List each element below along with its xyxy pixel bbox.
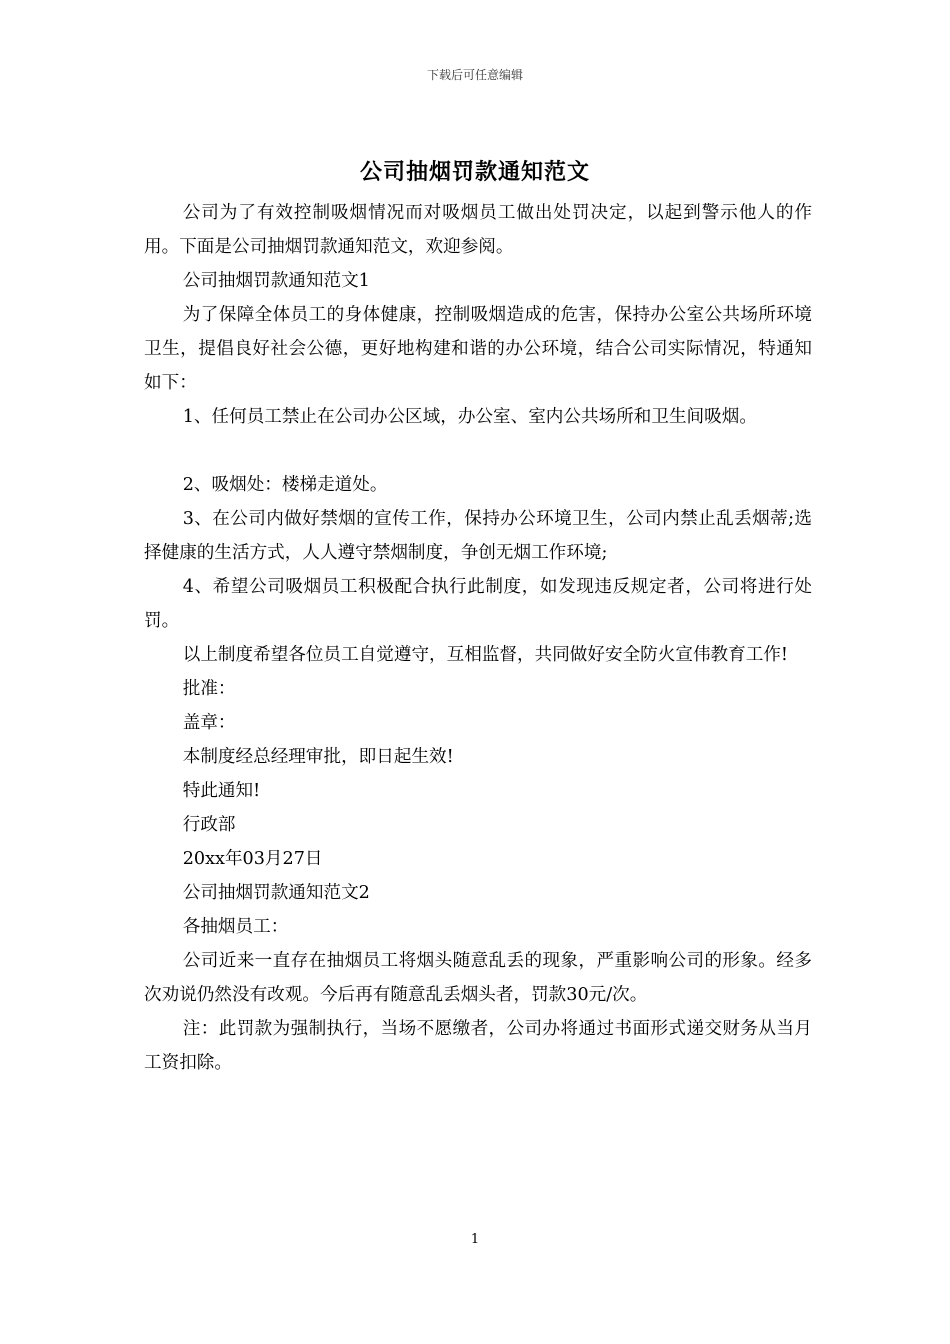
note-paragraph: 注：此罚款为强制执行，当场不愿缴者，公司办将通过书面形式递交财务从当月工资扣除。 <box>144 1019 812 1073</box>
approval-line: 批准： <box>182 679 236 699</box>
document-body <box>144 196 812 1080</box>
effective-line: 本制度经总经理审批，即日起生效! <box>182 747 454 767</box>
date-line: 20xx年03月27日 <box>182 849 323 869</box>
intro-paragraph: 公司为了有效控制吸烟情况而对吸烟员工做出处罚决定，以起到警示他人的作用。下面是公司抽烟罚款通知范文，欢迎参阅。 <box>144 203 812 257</box>
rule-item-1: 1、任何员工禁止在公司办公区域，办公室、室内公共场所和卫生间吸烟。 <box>182 407 757 427</box>
fine-paragraph: 公司近来一直存在抽烟员工将烟头随意乱丢的现象，严重影响公司的形象。经多次劝说仍然没有改观。今后再有随意乱丢烟头者，罚款30元/次。 <box>144 951 812 1005</box>
department-line: 行政部 <box>182 815 236 835</box>
rule-item-2: 2、吸烟处：楼梯走道处。 <box>182 475 388 495</box>
notice-line: 特此通知! <box>182 781 261 801</box>
section-heading-1: 公司抽烟罚款通知范文1 <box>182 271 370 291</box>
closing-paragraph: 以上制度希望各位员工自觉遵守，互相监督，共同做好安全防火宣伟教育工作! <box>182 645 788 665</box>
rule-item-3: 3、在公司内做好禁烟的宣传工作，保持办公环境卫生，公司内禁止乱丢烟蒂;选择健康的生活方式，人人遵守禁烟制度，争创无烟工作环境; <box>144 509 812 563</box>
salutation-line: 各抽烟员工： <box>182 917 289 937</box>
page-number: 1 <box>470 1232 480 1247</box>
section-heading-2: 公司抽烟罚款通知范文2 <box>182 883 370 903</box>
blank-line <box>144 434 812 468</box>
header-note: 下载后可任意编辑 <box>426 68 523 82</box>
rule-item-4: 4、希望公司吸烟员工积极配合执行此制度，如发现违反规定者，公司将进行处罚。 <box>144 577 812 631</box>
stamp-line: 盖章： <box>182 713 236 733</box>
notice-intro-paragraph: 为了保障全体员工的身体健康，控制吸烟造成的危害，保持办公室公共场所环境卫生，提倡良好社会公德，更好地构建和谐的办公环境，结合公司实际情况，特通知如下： <box>144 305 812 393</box>
document-title: 公司抽烟罚款通知范文 <box>359 159 590 185</box>
